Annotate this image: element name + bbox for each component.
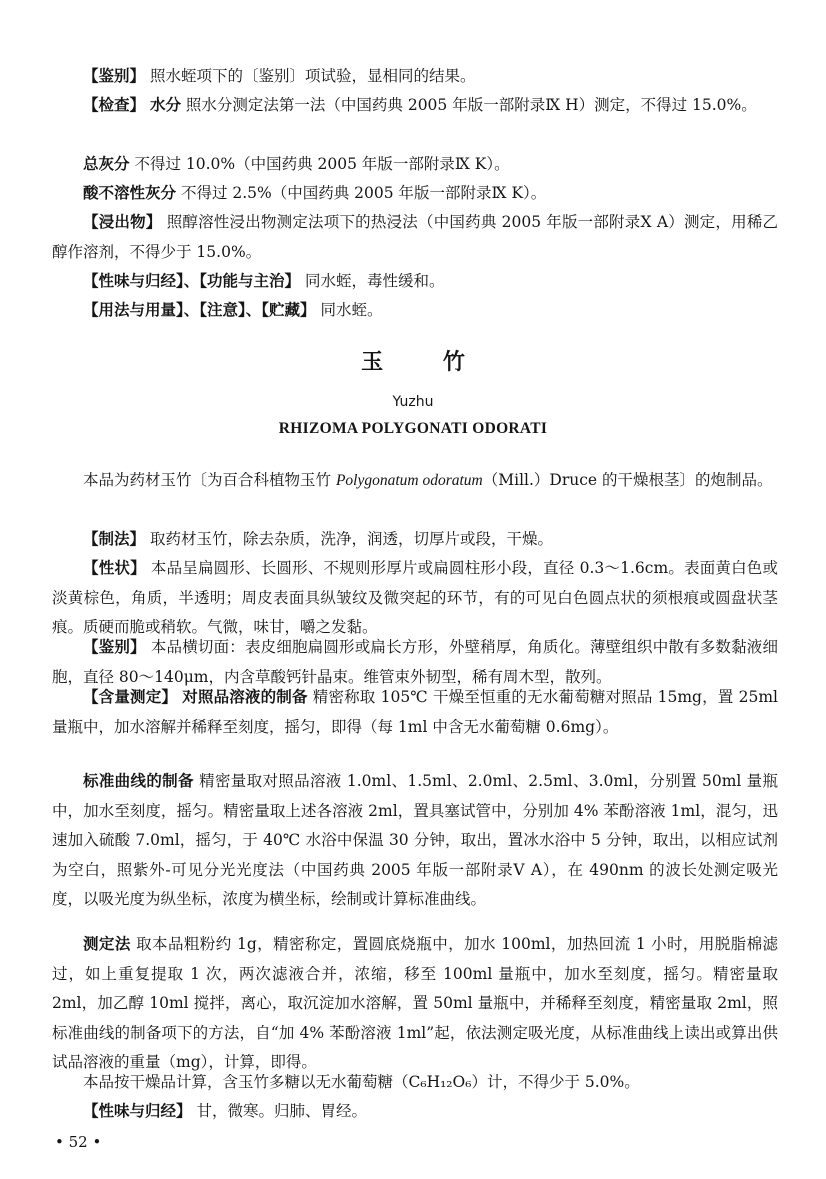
section-head: 【制法】 bbox=[83, 530, 146, 548]
shuizhi-zonghuifen: 总灰分 不得过 10.0%（中国药典 2005 年版一部附录Ⅸ K）。 bbox=[83, 155, 510, 173]
section-head: 【检查】 bbox=[83, 96, 146, 114]
section-head: 【鉴别】 bbox=[83, 638, 146, 656]
shuizhi-suanburong: 酸不溶性灰分 不得过 2.5%（中国药典 2005 年版一部附录Ⅸ K）。 bbox=[83, 184, 547, 202]
subsection-head: 测定法 bbox=[83, 935, 131, 953]
yuzhu-jianbie: 【鉴别】 本品横切面：表皮细胞扁圆形或扁长方形，外壁稍厚，角质化。薄壁组织中散有多数黏液细胞，直径 80～140μm，内含草酸钙针晶束。维管束外韧型，稀有周木型，散列。 bbox=[52, 638, 778, 686]
shuizhi-jiancha: 【检查】 水分 照水分测定法第一法（中国药典 2005 年版一部附录Ⅸ H）测定，不得过 15.0%。 bbox=[83, 96, 757, 114]
subsection-head: 对照品溶液的制备 bbox=[182, 688, 308, 706]
subsection-head: 总灰分 bbox=[83, 155, 130, 173]
section-head: 【性味与归经】、【功能与主治】 bbox=[83, 272, 301, 290]
shuizhi-jinchuwu: 【浸出物】 照醇溶性浸出物测定法项下的热浸法（中国药典 2005 年版一部附录Ⅹ A）测定，用稀乙醇作溶剂，不得少于 15.0%。 bbox=[52, 213, 778, 261]
subsection-head: 酸不溶性灰分 bbox=[83, 184, 177, 202]
page-number: • 52 • bbox=[55, 1133, 102, 1151]
yuzhu-xingzhuang: 【性状】 本品呈扁圆形、长圆形、不规则形厚片或扁圆柱形小段，直径 0.3～1.6cm。表面黄白色或淡黄棕色，角质，半透明；周皮表面具纵皱纹及微突起的环节，有的可见白色圆点状的须根痕或圆盘状茎痕。质硬而脆或稍软。气微，味甘，嚼之发黏。 bbox=[52, 559, 778, 636]
monograph-pinyin: Yuzhu bbox=[392, 394, 434, 410]
section-head: 【含量测定】 bbox=[83, 688, 178, 706]
section-head: 【用法与用量】、【注意】、【贮藏】 bbox=[83, 301, 316, 319]
monograph-latin-name: RHIZOMA POLYGONATI ODORATI bbox=[278, 420, 548, 437]
yuzhu-xingwei: 【性味与归经】 甘，微寒。归肺、胃经。 bbox=[83, 1102, 367, 1120]
yuzhu-zhifa: 【制法】 取药材玉竹，除去杂质，洗净，润透，切厚片或段，干燥。 bbox=[83, 530, 553, 548]
section-head: 【鉴别】 bbox=[83, 67, 146, 85]
section-head: 【性状】 bbox=[83, 559, 146, 577]
yuzhu-cedingfa: 测定法 取本品粗粉约 1g，精密称定，置圆底烧瓶中，加水 100ml，加热回流 1 小时，用脱脂棉滤过，如上重复提取 1 次，两次滤液合并，浓缩，移至 100ml 量瓶中，加水至刻度，摇匀。精密量取 2ml，加乙醇 10ml 搅拌，离心，取沉淀加水溶解，置 50ml 量瓶中，并稀释至刻度，精密量取 2ml，照标准曲线的制备项下的方法，自“加 4% 苯酚溶液 1ml”起，依法测定吸光度，从标准曲线上读出或算出供试品溶液的重量（mg），计算，即得。 bbox=[52, 935, 778, 1071]
yuzhu-hanliang-result: 本品按干燥品计算，含玉竹多糖以无水葡萄糖（C₆H₁₂O₆）计，不得少于 5.0%。 bbox=[83, 1073, 640, 1091]
yuzhu-intro: 本品为药材玉竹〔为百合科植物玉竹 Polygonatum odoratum（Mill.）Druce 的干燥根茎〕的炮制品。 bbox=[83, 471, 773, 489]
species-name: Polygonatum odoratum bbox=[335, 472, 483, 489]
yuzhu-biaozhun: 标准曲线的制备 精密量取对照品溶液 1.0ml、1.5ml、2.0ml、2.5ml、3.0ml，分别置 50ml 量瓶中，加水至刻度，摇匀。精密量取上述各溶液 2ml，置具塞试管中，分别加 4% 苯酚溶液 1ml，混匀，迅速加入硫酸 7.0ml，摇匀，于 40℃ 水浴中保温 30 分钟，取出，置冰水浴中 5 分钟，取出，以相应试剂为空白，照紫外-可见分光光度法（中国药典 2005 年版一部附录Ⅴ A），在 490nm 的波长处测定吸光度，以吸光度为纵坐标，浓度为横坐标，绘制或计算标准曲线。 bbox=[52, 772, 778, 908]
shuizhi-xingwei: 【性味与归经】、【功能与主治】 同水蛭，毒性缓和。 bbox=[83, 272, 445, 290]
section-head: 【浸出物】 bbox=[83, 213, 162, 231]
subsection-head: 水分 bbox=[149, 96, 181, 114]
subsection-head: 标准曲线的制备 bbox=[83, 772, 194, 790]
shuizhi-jianbie: 【鉴别】 照水蛭项下的〔鉴别〕项试验，显相同的结果。 bbox=[83, 67, 476, 85]
monograph-title: 玉 竹 bbox=[361, 350, 491, 375]
shuizhi-yongfa: 【用法与用量】、【注意】、【贮藏】 同水蛭。 bbox=[83, 301, 383, 319]
yuzhu-hanliang: 【含量测定】 对照品溶液的制备 精密称取 105℃ 干燥至恒重的无水葡萄糖对照品 15mg，置 25ml 量瓶中，加水溶解并稀释至刻度，摇匀，即得（每 1ml 中含无水葡萄糖 0.6mg）。 bbox=[52, 688, 778, 736]
section-head: 【性味与归经】 bbox=[83, 1102, 192, 1120]
